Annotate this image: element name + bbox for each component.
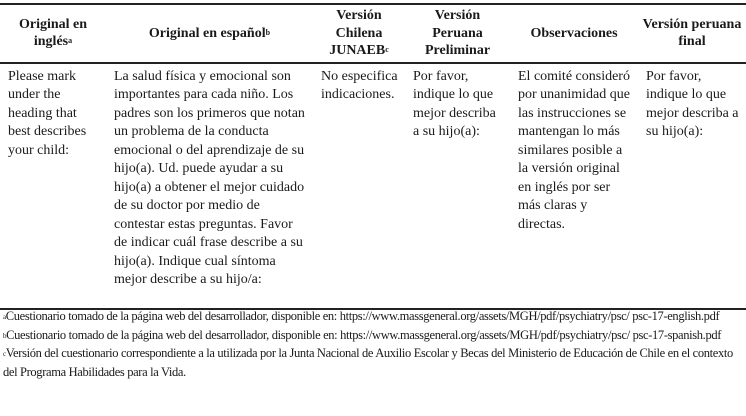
footnote-c: $^c$Versión del cuestionario correspondiente a la utilizada por la Junta Nacional de Auxilio Escolar y Becas del Ministerio de Educación de Chile en el contexto del Programa Habilidades para la Vida.: [3, 346, 733, 379]
header-original-espanol: Original en español$^b$: [106, 4, 313, 63]
header-version-peruana-preliminar: Versión Peruana Preliminar: [405, 4, 510, 63]
cell-observaciones: El comité consideró por unanimidad que las instrucciones se mantengan lo más similares posible a la versión original en inglés por ser más claras y directas.: [510, 63, 638, 309]
cell-original-ingles: Please mark under the heading that best describes your child:: [0, 63, 106, 309]
cell-version-peruana-final: Por favor, indique lo que mejor describa a su hijo(a):: [638, 63, 746, 309]
footnote-b: $^b$Cuestionario tomado de la página web del desarrollador, disponible en: https://www.massgeneral.org/assets/MGH/pdf/psychiatry/psc/ psc-17-spanish.pdf: [3, 327, 722, 342]
header-row: [0, 4, 746, 63]
cell-original-espanol: La salud física y emocional son importantes para cada niño. Los padres son los primeros que notan un problema de la conducta emocional o del aprendizaje de su hijo(a). Ud. puede ayudar a su hijo(a) a obtener el mejor cuidado de su doctor por medio de contestar estas preguntas. Favor de indicar cuál frase describe a su hijo(a). Indique cual síntoma mejor describe a su hijo/a:: [106, 63, 313, 309]
header-original-ingles: Original en inglés$^a$: [0, 4, 106, 63]
cell-version-peruana-preliminar: Por favor, indique lo que mejor describa a su hijo(a):: [405, 63, 510, 309]
header-observaciones: Observaciones: [510, 4, 638, 63]
header-version-peruana-final: Versión peruana final: [638, 4, 746, 63]
cell-version-chilena: No especifica indicaciones.: [313, 63, 405, 309]
footnotes: [3, 307, 745, 381]
table-row: [0, 63, 746, 309]
header-version-chilena: Versión Chilena JUNAEB$^c$: [313, 4, 405, 63]
comparison-table: [0, 3, 746, 310]
footnote-a: $^a$Cuestionario tomado de la página web del desarrollador, disponible en: https://www.massgeneral.org/assets/MGH/pdf/psychiatry/psc/ psc-17-english.pdf: [3, 309, 720, 323]
